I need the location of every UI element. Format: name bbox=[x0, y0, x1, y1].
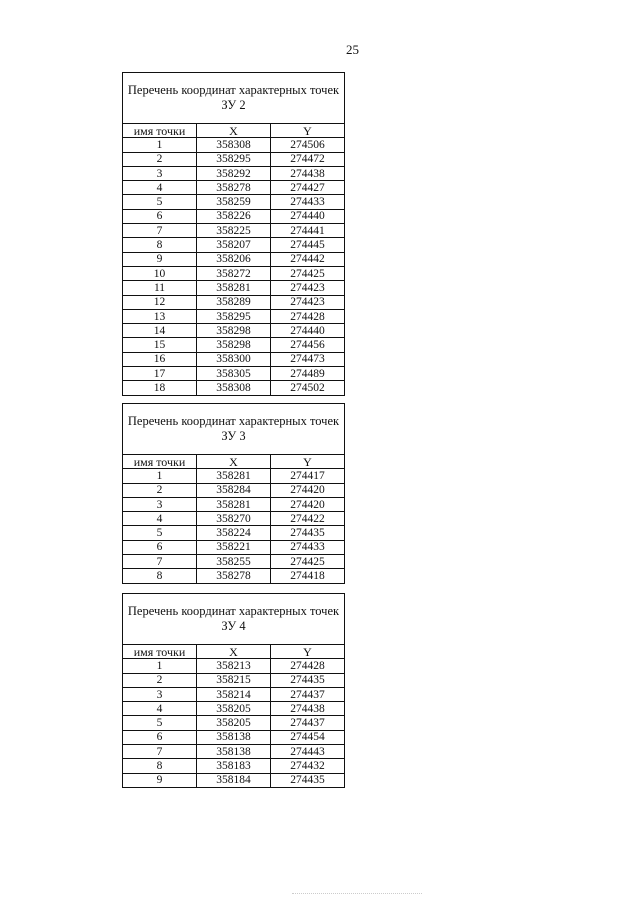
x-coordinate-cell: 358224 bbox=[197, 526, 271, 540]
point-name-cell: 2 bbox=[123, 152, 197, 166]
x-coordinate-cell: 358255 bbox=[197, 555, 271, 569]
y-coordinate-cell: 274427 bbox=[271, 181, 345, 195]
table-row bbox=[123, 152, 345, 166]
table-row bbox=[123, 512, 345, 526]
table-title bbox=[123, 404, 345, 455]
table-row bbox=[123, 659, 345, 673]
point-name-cell: 7 bbox=[123, 555, 197, 569]
point-name-cell: 8 bbox=[123, 569, 197, 583]
y-coordinate-cell: 274435 bbox=[271, 673, 345, 687]
column-header-x: X bbox=[197, 645, 271, 659]
table-title-line2: ЗУ 3 bbox=[221, 429, 246, 443]
point-name-cell: 9 bbox=[123, 773, 197, 787]
table-row bbox=[123, 759, 345, 773]
table-row bbox=[123, 381, 345, 395]
y-coordinate-cell: 274423 bbox=[271, 281, 345, 295]
point-name-cell: 1 bbox=[123, 469, 197, 483]
table-row bbox=[123, 252, 345, 266]
x-coordinate-cell: 358300 bbox=[197, 352, 271, 366]
x-coordinate-cell: 358295 bbox=[197, 152, 271, 166]
point-name-cell: 6 bbox=[123, 209, 197, 223]
table-row bbox=[123, 138, 345, 152]
y-coordinate-cell: 274437 bbox=[271, 687, 345, 701]
x-coordinate-cell: 358278 bbox=[197, 181, 271, 195]
x-coordinate-cell: 358138 bbox=[197, 730, 271, 744]
point-name-cell: 11 bbox=[123, 281, 197, 295]
table-row bbox=[123, 324, 345, 338]
x-coordinate-cell: 358215 bbox=[197, 673, 271, 687]
x-coordinate-cell: 358308 bbox=[197, 381, 271, 395]
x-coordinate-cell: 358184 bbox=[197, 773, 271, 787]
y-coordinate-cell: 274418 bbox=[271, 569, 345, 583]
y-coordinate-cell: 274428 bbox=[271, 659, 345, 673]
x-coordinate-cell: 358225 bbox=[197, 224, 271, 238]
table-row bbox=[123, 224, 345, 238]
x-coordinate-cell: 358206 bbox=[197, 252, 271, 266]
point-name-cell: 2 bbox=[123, 483, 197, 497]
x-coordinate-cell: 358305 bbox=[197, 367, 271, 381]
y-coordinate-cell: 274433 bbox=[271, 195, 345, 209]
coordinates-table-zu2 bbox=[122, 72, 345, 396]
point-name-cell: 6 bbox=[123, 730, 197, 744]
y-coordinate-cell: 274443 bbox=[271, 745, 345, 759]
x-coordinate-cell: 358205 bbox=[197, 716, 271, 730]
y-coordinate-cell: 274438 bbox=[271, 166, 345, 180]
table-row bbox=[123, 295, 345, 309]
table-row bbox=[123, 555, 345, 569]
point-name-cell: 16 bbox=[123, 352, 197, 366]
table-row bbox=[123, 195, 345, 209]
y-coordinate-cell: 274454 bbox=[271, 730, 345, 744]
y-coordinate-cell: 274438 bbox=[271, 702, 345, 716]
point-name-cell: 15 bbox=[123, 338, 197, 352]
table-row bbox=[123, 338, 345, 352]
x-coordinate-cell: 358259 bbox=[197, 195, 271, 209]
column-header-point-name: имя точки bbox=[123, 645, 197, 659]
y-coordinate-cell: 274417 bbox=[271, 469, 345, 483]
table-row bbox=[123, 483, 345, 497]
x-coordinate-cell: 358272 bbox=[197, 266, 271, 280]
y-coordinate-cell: 274422 bbox=[271, 512, 345, 526]
table-row bbox=[123, 209, 345, 223]
y-coordinate-cell: 274456 bbox=[271, 338, 345, 352]
column-header-y: Y bbox=[271, 455, 345, 469]
point-name-cell: 1 bbox=[123, 659, 197, 673]
x-coordinate-cell: 358278 bbox=[197, 569, 271, 583]
x-coordinate-cell: 358205 bbox=[197, 702, 271, 716]
table-title-line2: ЗУ 4 bbox=[221, 619, 246, 633]
y-coordinate-cell: 274423 bbox=[271, 295, 345, 309]
y-coordinate-cell: 274440 bbox=[271, 209, 345, 223]
point-name-cell: 4 bbox=[123, 702, 197, 716]
y-coordinate-cell: 274502 bbox=[271, 381, 345, 395]
point-name-cell: 10 bbox=[123, 266, 197, 280]
point-name-cell: 13 bbox=[123, 309, 197, 323]
table-row bbox=[123, 281, 345, 295]
y-coordinate-cell: 274428 bbox=[271, 309, 345, 323]
x-coordinate-cell: 358138 bbox=[197, 745, 271, 759]
point-name-cell: 3 bbox=[123, 497, 197, 511]
table-row bbox=[123, 469, 345, 483]
table-row bbox=[123, 181, 345, 195]
table-row bbox=[123, 569, 345, 583]
point-name-cell: 7 bbox=[123, 224, 197, 238]
y-coordinate-cell: 274473 bbox=[271, 352, 345, 366]
table-row bbox=[123, 238, 345, 252]
table-row bbox=[123, 352, 345, 366]
y-coordinate-cell: 274440 bbox=[271, 324, 345, 338]
point-name-cell: 2 bbox=[123, 673, 197, 687]
x-coordinate-cell: 358298 bbox=[197, 338, 271, 352]
point-name-cell: 17 bbox=[123, 367, 197, 381]
y-coordinate-cell: 274433 bbox=[271, 540, 345, 554]
point-name-cell: 12 bbox=[123, 295, 197, 309]
table-title-line1: Перечень координат характерных точек bbox=[127, 604, 340, 618]
point-name-cell: 4 bbox=[123, 512, 197, 526]
column-header-y: Y bbox=[271, 124, 345, 138]
column-header-point-name: имя точки bbox=[123, 124, 197, 138]
point-name-cell: 3 bbox=[123, 166, 197, 180]
x-coordinate-cell: 358281 bbox=[197, 281, 271, 295]
table-row bbox=[123, 730, 345, 744]
x-coordinate-cell: 358284 bbox=[197, 483, 271, 497]
y-coordinate-cell: 274442 bbox=[271, 252, 345, 266]
x-coordinate-cell: 358183 bbox=[197, 759, 271, 773]
x-coordinate-cell: 358281 bbox=[197, 469, 271, 483]
point-name-cell: 4 bbox=[123, 181, 197, 195]
table-title-line1: Перечень координат характерных точек bbox=[127, 83, 340, 97]
page-number: 25 bbox=[346, 42, 359, 57]
y-coordinate-cell: 274445 bbox=[271, 238, 345, 252]
y-coordinate-cell: 274435 bbox=[271, 773, 345, 787]
column-header-x: X bbox=[197, 124, 271, 138]
y-coordinate-cell: 274441 bbox=[271, 224, 345, 238]
y-coordinate-cell: 274425 bbox=[271, 266, 345, 280]
point-name-cell: 1 bbox=[123, 138, 197, 152]
x-coordinate-cell: 358289 bbox=[197, 295, 271, 309]
point-name-cell: 18 bbox=[123, 381, 197, 395]
x-coordinate-cell: 358221 bbox=[197, 540, 271, 554]
column-header-x: X bbox=[197, 455, 271, 469]
table-row bbox=[123, 266, 345, 280]
table-row bbox=[123, 745, 345, 759]
point-name-cell: 9 bbox=[123, 252, 197, 266]
point-name-cell: 7 bbox=[123, 745, 197, 759]
point-name-cell: 8 bbox=[123, 238, 197, 252]
table-row bbox=[123, 716, 345, 730]
coordinates-table-zu3 bbox=[122, 403, 345, 584]
scan-artifact bbox=[292, 893, 422, 898]
coordinates-table-zu4 bbox=[122, 593, 345, 788]
table-title bbox=[123, 73, 345, 124]
y-coordinate-cell: 274425 bbox=[271, 555, 345, 569]
y-coordinate-cell: 274489 bbox=[271, 367, 345, 381]
table-title-line1: Перечень координат характерных точек bbox=[127, 414, 340, 428]
x-coordinate-cell: 358207 bbox=[197, 238, 271, 252]
point-name-cell: 6 bbox=[123, 540, 197, 554]
x-coordinate-cell: 358298 bbox=[197, 324, 271, 338]
y-coordinate-cell: 274420 bbox=[271, 497, 345, 511]
table-row bbox=[123, 367, 345, 381]
x-coordinate-cell: 358281 bbox=[197, 497, 271, 511]
table-row bbox=[123, 526, 345, 540]
x-coordinate-cell: 358213 bbox=[197, 659, 271, 673]
x-coordinate-cell: 358292 bbox=[197, 166, 271, 180]
table-row bbox=[123, 687, 345, 701]
y-coordinate-cell: 274432 bbox=[271, 759, 345, 773]
x-coordinate-cell: 358270 bbox=[197, 512, 271, 526]
y-coordinate-cell: 274472 bbox=[271, 152, 345, 166]
point-name-cell: 14 bbox=[123, 324, 197, 338]
table-row bbox=[123, 166, 345, 180]
y-coordinate-cell: 274420 bbox=[271, 483, 345, 497]
x-coordinate-cell: 358295 bbox=[197, 309, 271, 323]
point-name-cell: 3 bbox=[123, 687, 197, 701]
column-header-y: Y bbox=[271, 645, 345, 659]
table-row bbox=[123, 773, 345, 787]
x-coordinate-cell: 358308 bbox=[197, 138, 271, 152]
y-coordinate-cell: 274437 bbox=[271, 716, 345, 730]
x-coordinate-cell: 358214 bbox=[197, 687, 271, 701]
table-row bbox=[123, 309, 345, 323]
table-row bbox=[123, 497, 345, 511]
table-title bbox=[123, 594, 345, 645]
y-coordinate-cell: 274435 bbox=[271, 526, 345, 540]
table-row bbox=[123, 673, 345, 687]
x-coordinate-cell: 358226 bbox=[197, 209, 271, 223]
table-title-line2: ЗУ 2 bbox=[221, 98, 246, 112]
point-name-cell: 8 bbox=[123, 759, 197, 773]
column-header-point-name: имя точки bbox=[123, 455, 197, 469]
point-name-cell: 5 bbox=[123, 195, 197, 209]
table-row bbox=[123, 702, 345, 716]
point-name-cell: 5 bbox=[123, 716, 197, 730]
y-coordinate-cell: 274506 bbox=[271, 138, 345, 152]
point-name-cell: 5 bbox=[123, 526, 197, 540]
table-row bbox=[123, 540, 345, 554]
